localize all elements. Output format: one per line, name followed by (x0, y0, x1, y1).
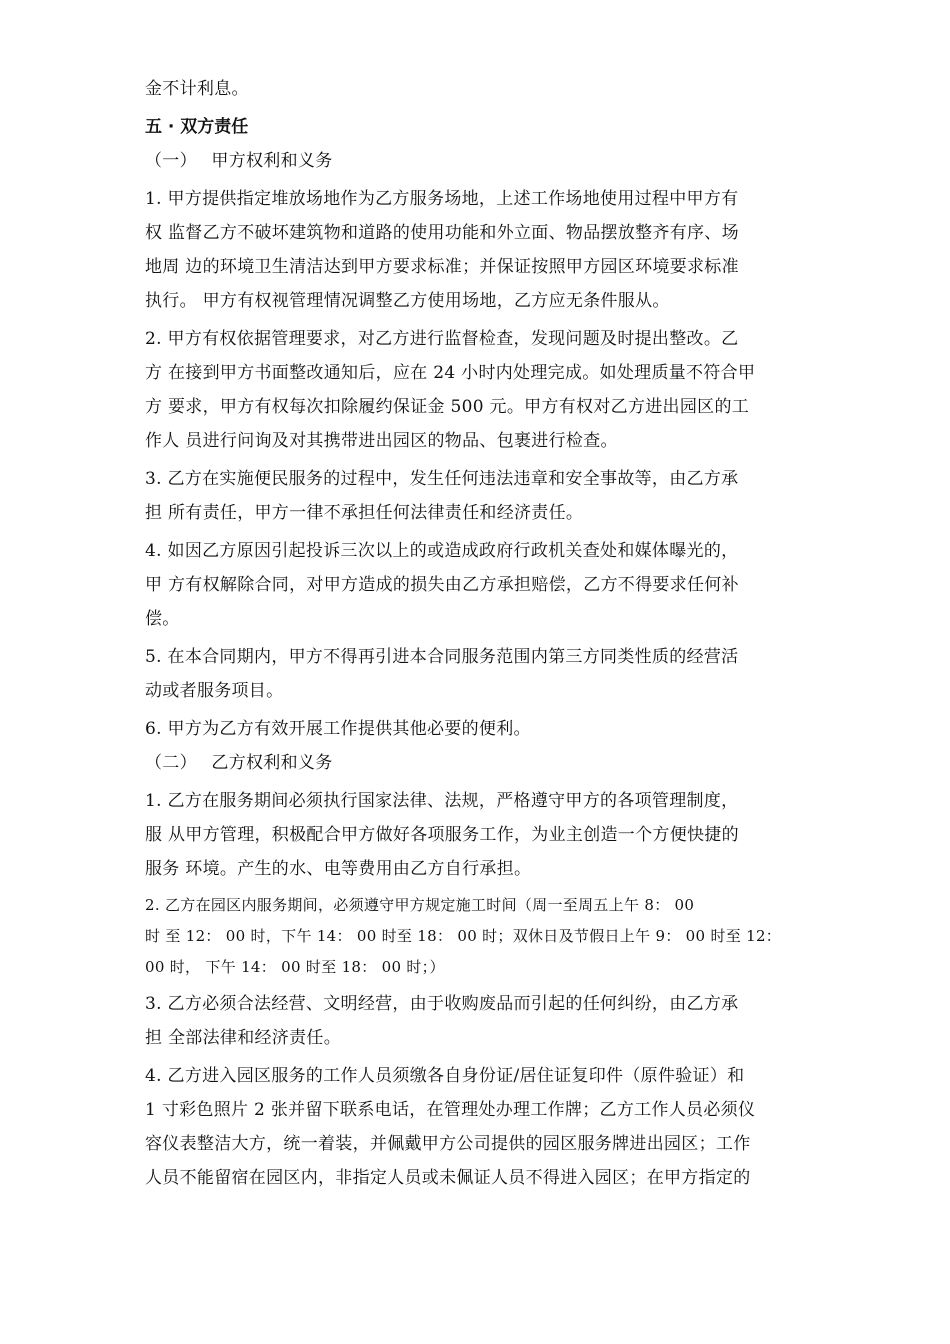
text-line: 3. 乙方在实施便民服务的过程中，发生任何违法违章和安全事故等，由乙方承 (145, 469, 739, 489)
text-line: 服 从甲方管理，积极配合甲方做好各项服务工作，为业主创造一个方便快捷的 (145, 825, 739, 845)
text-line: 4. 如因乙方原因引起投诉三次以上的或造成政府行政机关查处和媒体曝光的， (145, 541, 739, 561)
text-line: 2. 甲方有权依据管理要求，对乙方进行监督检查，发现问题及时提出整改。乙 (145, 329, 739, 349)
subsection-heading: （二） 乙方权利和义务 (145, 753, 333, 773)
document-page (145, 72, 820, 1195)
text-line: 担 所有责任，甲方一律不承担任何法律责任和经济责任。 (145, 503, 584, 523)
text-line: 时 至 12： 00 时，下午 14： 00 时至 18： 00 时；双休日及节假日上午 9： 00 时至 12： (145, 927, 782, 945)
text-line: 1. 甲方提供指定堆放场地作为乙方服务场地，上述工作场地使用过程中甲方有 (145, 189, 739, 209)
section-heading: 五 · 双方责任 (145, 117, 249, 137)
text-line: 1. 乙方在服务期间必须执行国家法律、法规，严格遵守甲方的各项管理制度， (145, 791, 739, 811)
text-line: 6. 甲方为乙方有效开展工作提供其他必要的便利。 (145, 719, 531, 739)
text-line: 甲 方有权解除合同，对甲方造成的损失由乙方承担赔偿，乙方不得要求任何补 (145, 575, 739, 595)
text-line: 3. 乙方必须合法经营、文明经营，由于收购废品而引起的任何纠纷，由乙方承 (145, 994, 739, 1014)
text-line: 作人 员进行问询及对其携带进出园区的物品、包裹进行检查。 (145, 431, 618, 451)
text-line: 动或者服务项目。 (145, 681, 284, 701)
text-line: 服务 环境。产生的水、电等费用由乙方自行承担。 (145, 859, 532, 879)
text-line: 5. 在本合同期内，甲方不得再引进本合同服务范围内第三方同类性质的经营活 (145, 647, 739, 667)
text-line: 执行。 甲方有权视管理情况调整乙方使用场地，乙方应无条件服从。 (145, 291, 670, 311)
text-line: 1 寸彩色照片 2 张并留下联系电话，在管理处办理工作牌；乙方工作人员必须仪 (145, 1100, 756, 1120)
text-line: 偿。 (145, 609, 180, 629)
text-line: 00 时， 下午 14： 00 时至 18： 00 时；） (145, 958, 445, 976)
text-line: 权 监督乙方不破坏建筑物和道路的使用功能和外立面、物品摆放整齐有序、场 (145, 223, 739, 243)
text-line: 容仪表整洁大方，统一着装，并佩戴甲方公司提供的园区服务牌进出园区；工作 (145, 1134, 751, 1154)
text-line: 担 全部法律和经济责任。 (145, 1028, 342, 1048)
text-line: 方 在接到甲方书面整改通知后，应在 24 小时内处理完成。如处理质量不符合甲 (145, 363, 756, 383)
text-line: 2. 乙方在园区内服务期间，必须遵守甲方规定施工时间（周一至周五上午 8： 00 (145, 896, 695, 914)
subsection-heading: （一） 甲方权利和义务 (145, 151, 333, 171)
text-line: 金不计利息。 (145, 79, 249, 99)
text-line: 方 要求，甲方有权每次扣除履约保证金 500 元。甲方有权对乙方进出园区的工 (145, 397, 750, 417)
text-line: 4. 乙方进入园区服务的工作人员须缴各自身份证/居住证复印件（原件验证）和 (145, 1066, 745, 1086)
text-line: 地周 边的环境卫生清洁达到甲方要求标准；并保证按照甲方园区环境要求标准 (145, 257, 739, 277)
text-line: 人员不能留宿在园区内，非指定人员或未佩证人员不得进入园区；在甲方指定的 (145, 1168, 751, 1188)
